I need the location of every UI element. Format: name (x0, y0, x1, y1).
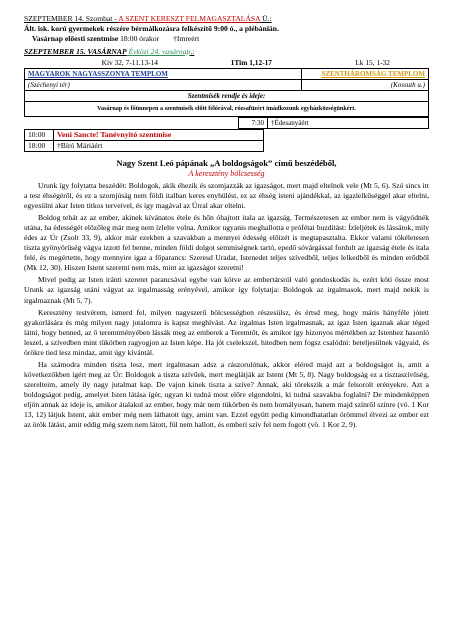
saturday-date: SZEPTEMBER 14. Szombat - (24, 14, 119, 23)
empty-cell (24, 118, 239, 129)
vigil-mass-time: 18:00 órakor (118, 34, 160, 43)
church1-name: MAGYAROK NAGYASSZONYA TEMPLOM (25, 69, 302, 80)
saturday-line (24, 14, 429, 24)
sunday-name: Évközi 24. vasárnap (126, 47, 191, 56)
reading-2: 1Tim 1,12-17 (230, 58, 272, 67)
row2-text: Veni Sancte! Tanévnyitó szentmise (54, 130, 264, 141)
vigil-mass-label: Vasárnap előesti szentmise (32, 34, 119, 43)
reading-1: Kiv 32, 7-11.13-14 (101, 58, 158, 67)
vigil-mass-intention: †Imreért (173, 34, 200, 43)
mass-times-left-table (24, 129, 264, 152)
sunday-line (24, 47, 429, 57)
church2-place: (Kossuth u.) (302, 80, 429, 91)
article-paragraph-4: Keresztény testvérem, ismerd fel, milyen nagyszerű bölcsességben részesülsz, és értsd meg, hogy máris hányféle jótett gyakorlására és még milyen nagy jutalomra is kapsz meghívást. Az irgalmas Isten irgalmasnak, az igaz Isten igaznak akar téged látni, hogy benned, az ő teremtményében lássák meg az emberek a Teremtőt, és amikor így bizonyos mértékben az Istenhez hasonló leszel, a szívedben mint tükörben ragyogjon az Isten képe. Ha jót cselekszel, hitedben nem fogsz csalódni: beteljesülnek vágyaid, és örökre tied lesz mindaz, amit úgy kívántál. (24, 307, 429, 357)
mass-times-table (24, 117, 429, 129)
article-title: Nagy Szent Leó pápának „A boldogságok” című beszédéből, (116, 158, 337, 168)
vigil-mass-line (24, 34, 429, 44)
reading-3: Lk 15, 1-32 (355, 58, 390, 67)
readings-row (24, 58, 429, 68)
row1-time: 7:30 (239, 118, 268, 129)
row3-intention: †Bíró Máriáért (54, 141, 264, 152)
article-paragraph-3: Mivel pedig az Isten iránti szeretet parancsával egybe van kötve az embertársról való gondoskodás is, ezért köti össze most Urunk az igazság utáni vágyat az irgalmasság erényével, amikor így folytatja: Boldogok az irgalmasok, mert majd nekik is irgalmaznak (Mt 5, 7). (24, 275, 429, 305)
sunday-suffix: .: (190, 47, 195, 56)
mass-schedule-table (24, 68, 429, 117)
confirmation-line: Ált. isk. korú gyermekek részére bérmálkozásra felkészítő 9:00 ó., a plébánián. (24, 24, 279, 33)
row1-intention: †Édesanyáért (268, 118, 429, 129)
sunday-date: SZEPTEMBER 15. VASÁRNAP (24, 47, 127, 56)
feast-name: A SZENT KERESZT FELMAGASZTALÁSA (118, 14, 261, 23)
saturday-suffix: Ü.: (260, 14, 272, 23)
row2-time: 10:00 (25, 130, 54, 141)
article-paragraph-2: Boldog tehát az az ember, akinek kívánatos étele és hőn óhajtott itala az igazság. Természetesen az ember nem is vágyódnék utána, ha édességét előzőleg már meg nem ízlelte volna. Amikor ugyanis meghallotta e prófétai buzdítást: Ízleljétek és lássátok, mily édes az Úr (Zsolt 33, 9), akkor már ezekben a szavakban a mennyei édesség előízét is megtapasztalta. Ekkor valami tökéletesen tiszta gyönyörűség vágya izzott fel benne, minden földi dolgot semmiségnek tartó, epedő sóvárgással fordult az igazság étele és itala felé, és megértette, hogy mennyire igaz a főparancs: Szeresd Uradat, Istenedet teljes szívedből, teljes lelkedből és minden erődből (Mk 12, 30). Hiszen Istent szeretni nem más, mint az igazságot szeretni! (24, 213, 429, 273)
church1-place: (Széchenyi tér) (25, 80, 302, 91)
masses-header: Szentmisék rendje és ideje: (25, 91, 429, 102)
rosary-note: Vasárnap és főünnepen a szentmisék előtt félórával, rózsafüzért imádkozunk egyházközségünkért. (25, 102, 429, 117)
article-paragraph-1: Urunk így folytatta beszédét: Boldogok, akik éhezik és szomjazzák az igazságot, mert majd eltelnek vele (Mt 5, 6). Szó sincs itt a test éhségéről, és ez a szomjúság nem földi italban keres enyhülést, ez az éhség isteni ajándékkal, az igazlelkűséggel akar eltelni, egyesülni akar Isten titkos terveivel, és így magával az Úrral akar eltelni. (24, 181, 429, 211)
article-paragraph-5: Ha számodra minden tiszta lesz, mert irgalmasan adsz a rászorulónak, akkor eléred majd azt a boldogságot is, amit a következőkben ígért meg az Úr: Boldogok a tiszta szívűek, mert meglátják az Istent (Mt 5, 8). Nagy boldogság ez a tisztaszívűség, szerelteim, amely ily nagy jutalmat kap. De vajon kinek tiszta a szíve? Annak, aki törekszik a már felsorolt erényekre. Azt a boldogságot pedig, amelyet Isten látása ígér, ugyan ki tudná most előre elgondolni, ki tudná szavakba foglalni? De mindenképpen eljön annak az ideje is, amikor átalakul az ember, hogy már nem tükörben és nem homályosan, hanem majd színről színre (vö. 1 Kor 13, 12) látjuk Istent, akit ember még nem láthatott úgy, amint van. Ezzel együtt pedig kimondhatatlan örömmel élvezi az ember ezt az örök látást, amit eddig még szem nem látott, fül nem hallott, és emberi szív fel nem fogott (vö. 1 Kor 2, 9). (24, 359, 429, 430)
church2-name: SZENTHÁROMSÁG TEMPLOM (302, 69, 429, 80)
row3-time: 18:00 (25, 141, 54, 152)
article-subtitle: A keresztény bölcsesség (188, 169, 265, 178)
